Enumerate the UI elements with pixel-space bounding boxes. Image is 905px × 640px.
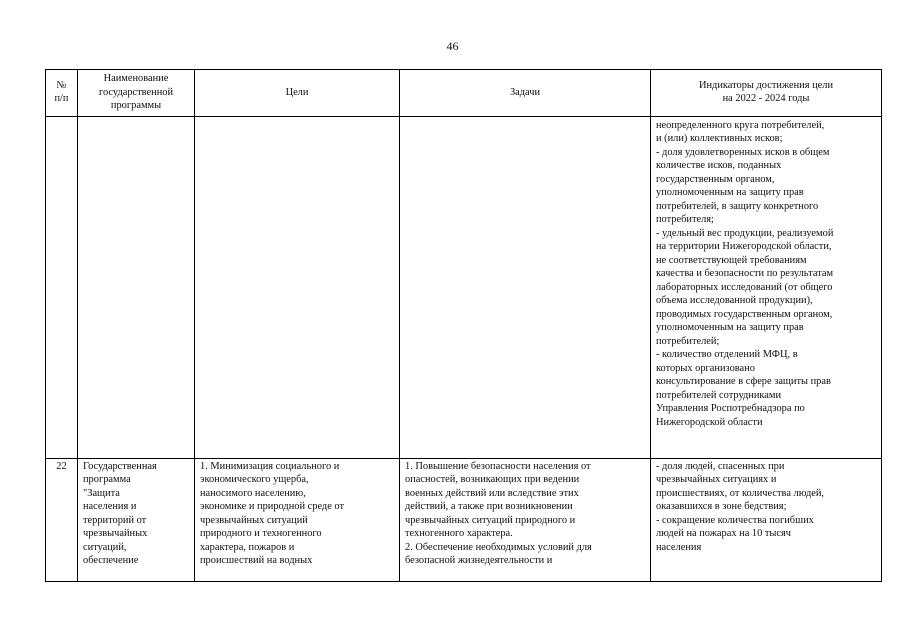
header-indicators <box>651 70 882 117</box>
cell-goals-text: 1. Минимизация социального и экономического ущерба, наносимого населению, экономике и природной среде от чрезвычайных ситуаций природного и техногенного характера, пожаров и происшествий на водных <box>200 460 345 566</box>
header-tasks-label: Задачи <box>509 86 541 98</box>
table-row <box>46 116 882 458</box>
cell-indicators <box>651 116 882 458</box>
header-indicators-label: Индикаторы достижения цели на 2022 - 2024 годы <box>698 79 834 105</box>
cell-program <box>78 458 195 581</box>
cell-tasks-text: 1. Повышение безопасности населения от опасностей, возникающих при ведении военных действий или вследствие этих действий, а также при возникновении чрезвычайных ситуаций природного и техногенного характера. 2. Обеспечение необходимых условий для безопасной жизнедеятельности и <box>405 460 592 566</box>
cell-indicators-text: - доля людей, спасенных при чрезвычайных ситуациях и происшествиях, от количества людей, оказавшихся в зоне бедствия; - сокращение количества погибших людей на пожарах на 10 тысяч населения <box>656 460 825 553</box>
header-program-label: Наименование государственной программы <box>98 73 174 111</box>
header-program <box>78 70 195 117</box>
header-goals-label: Цели <box>285 86 309 98</box>
cell-tasks <box>400 116 651 458</box>
cell-num-text: 22 <box>56 460 67 472</box>
cell-num <box>46 458 78 581</box>
cell-goals <box>195 458 400 581</box>
header-num <box>46 70 78 117</box>
cell-tasks <box>400 458 651 581</box>
table-row <box>46 458 882 581</box>
cell-indicators <box>651 458 882 581</box>
page-number: 46 <box>446 39 459 53</box>
cell-program <box>78 116 195 458</box>
cell-goals <box>195 116 400 458</box>
header-goals <box>195 70 400 117</box>
cell-num <box>46 116 78 458</box>
header-num-label: № п/п <box>54 79 69 105</box>
table-header-row <box>46 70 882 117</box>
programs-table <box>45 69 882 582</box>
header-tasks <box>400 70 651 117</box>
cell-program-text: Государственная программа "Защита населения и территорий от чрезвычайных ситуаций, обеспечение <box>83 460 157 566</box>
cell-indicators-text: неопределенного круга потребителей, и (или) коллективных исков; - доля удовлетворенных исков в общем количестве исков, поданных государственным органом, уполномоченным на защиту прав потребителей, в защиту конкретного потребителя; - удельный вес продукции, реализуемой на территории Нижегородской области, не соответствующей требованиям качества и безопасности по результатам лабораторных исследований (от общего объема исследованной продукции), проводимых государственным органом, уполномоченным на защиту прав потребителей; - количество отделений МФЦ, в которых организовано консультирование в сфере защиты прав потребителей сотрудниками Управления Роспотребнадзора по Нижегородской области <box>656 119 834 428</box>
